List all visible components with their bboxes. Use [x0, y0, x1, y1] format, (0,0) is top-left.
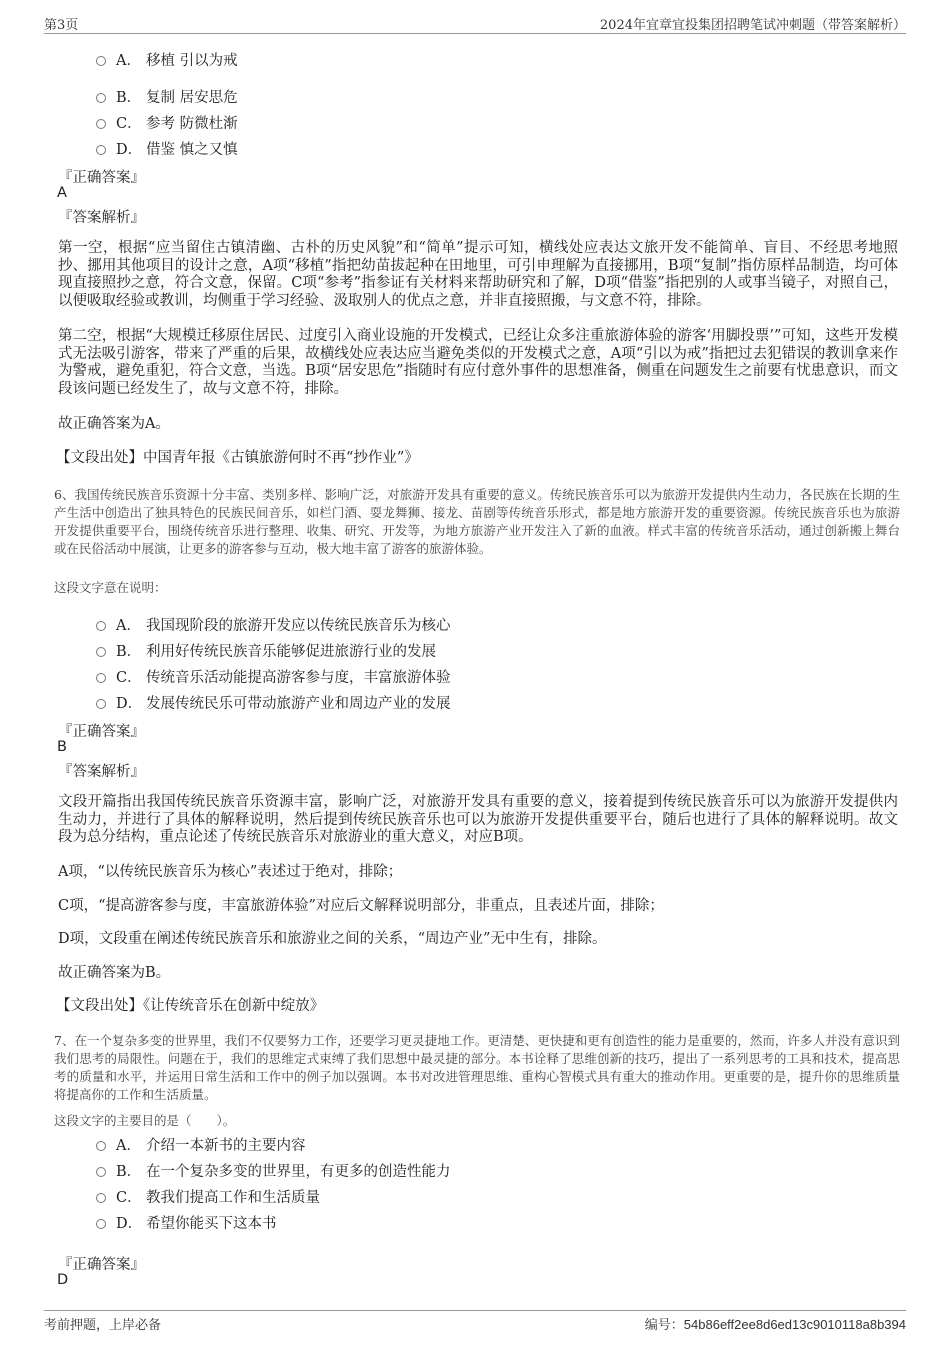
q6-option-c[interactable]: C． 传统音乐活动能提高游客参与度，丰富旅游体验 [96, 666, 451, 687]
radio-icon[interactable] [96, 647, 106, 657]
q6-option-d[interactable]: D． 发展传统民乐可带动旅游产业和周边产业的发展 [96, 692, 451, 713]
q7-question: 7、在一个复杂多变的世界里，我们不仅要努力工作，还要学习更灵捷地工作。更清楚、更快捷和更有创造性的能力是重要的，然而，许多人并没有意识到我们思考的局限性。问题在于，我们的思维定式束缚了我们思想中最灵捷的部分。本书诠释了思维创新的技巧，提出了一系列思考的工具和技术，提高思考的质量和水平，并运用日常生活和工作中的例子加以强调。本书对改进管理思维、重构心智模式具有重大的推动作用。更重要的是，提升你的思维质量将提高你的工作和生活质量。 [54, 1033, 900, 1102]
q7-option-b[interactable]: B． 在一个复杂多变的世界里，有更多的创造性能力 [96, 1160, 451, 1181]
radio-icon[interactable] [96, 145, 106, 155]
radio-icon[interactable] [96, 699, 106, 709]
q7-option-d[interactable]: D． 希望你能买下这本书 [96, 1212, 277, 1233]
q6-analysis-point: C项，“提高游客参与度，丰富旅游体验”对应后文解释说明部分，非重点，且表述片面，排除； [58, 898, 664, 914]
footer-code-value: 54b86eff2ee8d6ed13c9010118a8b394 [683, 1317, 906, 1332]
q5-analysis-paragraph: 第一空，根据“应当留住古镇清幽、古朴的历史风貌”和“简单”提示可知，横线处应表达文旅开发不能简单、盲目、不经思考地照抄、挪用其他项目的设计之意，A项“移植”指把幼苗拔起种在田地里，可引申理解为直接挪用，B项“复制”指仿原样品制造，均可体现直接照抄之意，符合文意，保留。C项“参考”指参证有关材料来帮助研究和了解，D项“借鉴”指把别的人或事当镜子，对照自己，以便吸取经验或教训，均侧重于学习经验、汲取别人的优点之意，并非直接照搬，与文意不符，排除。 [58, 240, 898, 309]
footer-slogan: 考前押题，上岸必备 [44, 1318, 162, 1333]
q7-option-a[interactable]: A． 介绍一本新书的主要内容 [96, 1134, 306, 1155]
radio-icon[interactable] [96, 93, 106, 103]
q5-option-d[interactable]: D． 借鉴 慎之又慎 [96, 138, 238, 159]
footer-code [645, 1314, 906, 1333]
q6-analysis-point: A项，“以传统民族音乐为核心”表述过于绝对，排除； [58, 864, 403, 880]
footer-code-label: 编号： [644, 1318, 684, 1333]
q5-analysis-paragraph: 第二空，根据“大规模迁移原住居民、过度引入商业设施的开发模式，已经让众多注重旅游体验的游客‘用脚投票’”可知，这些开发模式无法吸引游客，带来了严重的后果，故横线处应表达应当避免类似的开发模式之意，A项“引以为戒”指把过去犯错误的教训拿来作为警戒，避免重犯，符合文意，当选。B项“居安思危”指随时有应付意外事件的思想准备，侧重在问题发生之前要有忧患意识，而文段该问题已经发生了，故与文意不符，排除。 [58, 328, 898, 397]
q5-option-a[interactable]: A． 移植 引以为戒 [96, 49, 238, 70]
q5-conclusion: 故正确答案为A。 [58, 416, 170, 432]
q7-option-c[interactable]: C． 教我们提高工作和生活质量 [96, 1186, 320, 1207]
q7-prompt: 这段文字的主要目的是（ ）。 [54, 1113, 236, 1128]
q5-answer-label: 『正确答案』 [58, 170, 145, 186]
q6-option-b[interactable]: B． 利用好传统民族音乐能够促进旅游行业的发展 [96, 640, 436, 661]
radio-icon[interactable] [96, 1141, 106, 1151]
q7-answer: D [57, 1272, 69, 1288]
radio-icon[interactable] [96, 673, 106, 683]
radio-icon[interactable] [96, 56, 106, 66]
q6-prompt: 这段文字意在说明： [54, 580, 167, 595]
q6-question: 6、我国传统民族音乐资源十分丰富、类别多样、影响广泛，对旅游开发具有重要的意义。传统民族音乐可以为旅游开发提供内生动力，各民族在长期的生产生活中创造出了独具特色的民族民间音乐，如栏门酒、耍龙舞狮、接龙、苗剧等传统音乐形式，都是地方旅游开发的重要资源。传统民族音乐也为旅游开发提供重要平台，围绕传统音乐进行整理、收集、研究、开发等，为地方旅游产业开发注入了新的血液。样式丰富的传统音乐活动，通过创新搬上舞台或在民俗活动中展演，让更多的游客参与互动，极大地丰富了游客的旅游体验。 [54, 487, 900, 556]
q5-analysis-label: 『答案解析』 [58, 210, 145, 226]
footer-divider [44, 1310, 906, 1311]
q5-option-b[interactable]: B． 复制 居安思危 [96, 86, 238, 107]
radio-icon[interactable] [96, 1219, 106, 1229]
radio-icon[interactable] [96, 119, 106, 129]
document-title: 2024年宜章宜投集团招聘笔试冲刺题（带答案解析） [599, 18, 906, 33]
radio-icon[interactable] [96, 1167, 106, 1177]
q6-source: 【文段出处】《让传统音乐在创新中绽放》 [56, 998, 325, 1014]
page-number: 第3页 [44, 18, 79, 33]
q5-source: 【文段出处】中国青年报《古镇旅游何时不再“抄作业”》 [56, 450, 419, 466]
q6-answer: B [57, 739, 67, 755]
q5-option-c[interactable]: C． 参考 防微杜渐 [96, 112, 238, 133]
q7-answer-label: 『正确答案』 [58, 1257, 145, 1273]
q6-conclusion: 故正确答案为B。 [58, 965, 171, 981]
q5-answer: A [57, 185, 67, 201]
q6-analysis-point: D项，文段重在阐述传统民族音乐和旅游业之间的关系，“周边产业”无中生有，排除。 [58, 931, 607, 947]
q6-analysis-label: 『答案解析』 [58, 764, 145, 780]
radio-icon[interactable] [96, 1193, 106, 1203]
q6-analysis-paragraph: 文段开篇指出我国传统民族音乐资源丰富，影响广泛，对旅游开发具有重要的意义，接着提到传统民族音乐可以为旅游开发提供内生动力，并进行了具体的解释说明，然后提到传统民族音乐也可以为旅游开发提供重要平台，随后也进行了具体的解释说明。故文段为总分结构，重点论述了传统民族音乐对旅游业的重大意义，对应B项。 [58, 794, 898, 845]
header-divider [44, 33, 906, 34]
q6-option-a[interactable]: A． 我国现阶段的旅游开发应以传统民族音乐为核心 [96, 614, 451, 635]
q6-answer-label: 『正确答案』 [58, 724, 145, 740]
radio-icon[interactable] [96, 621, 106, 631]
